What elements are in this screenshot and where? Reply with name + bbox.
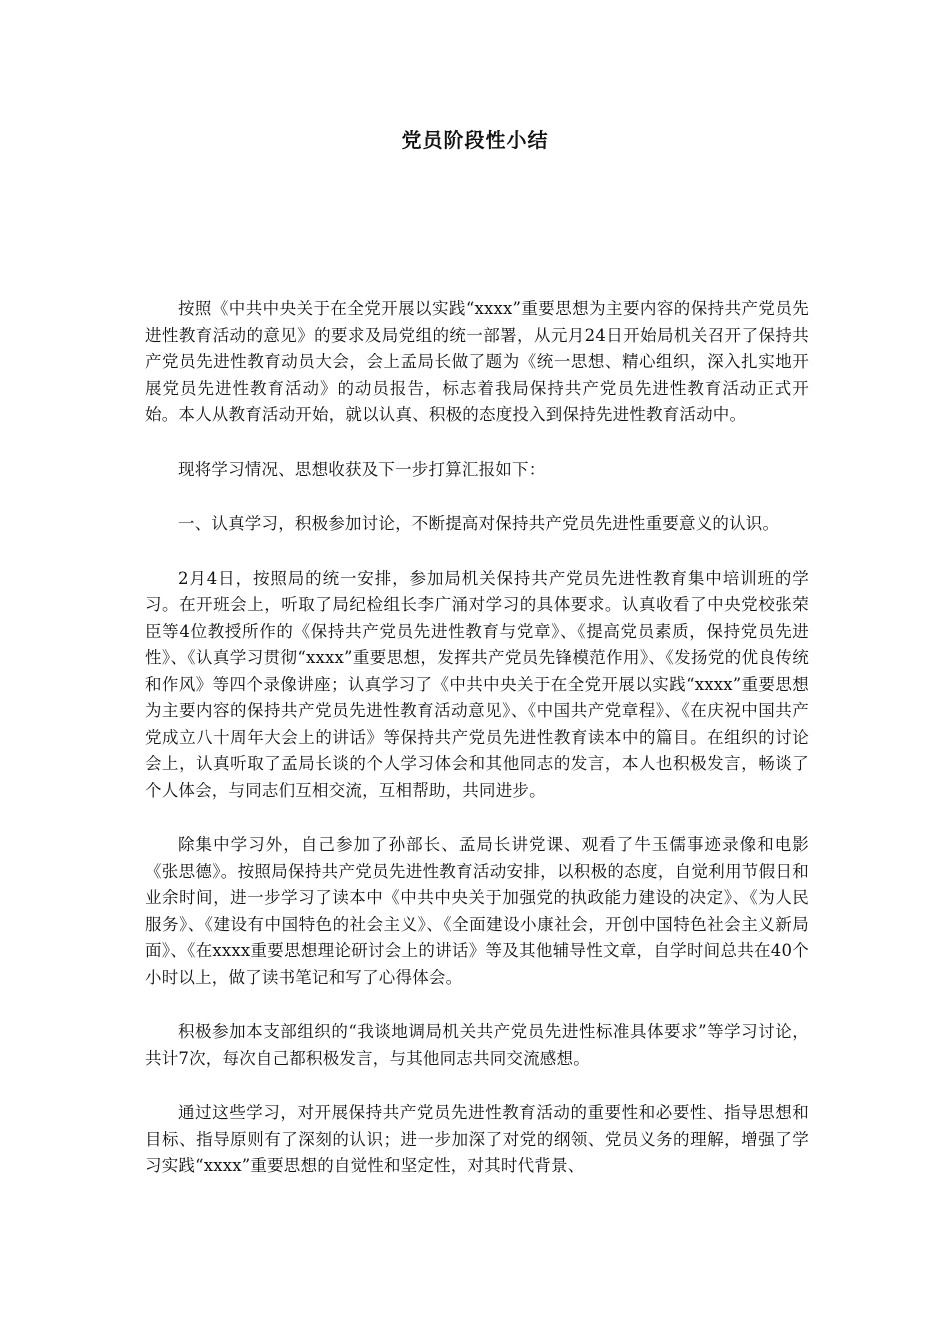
paragraph-7: 通过这些学习，对开展保持共产党员先进性教育活动的重要性和必要性、指导思想和目标、指导原则有了深刻的认识；进一步加深了对党的纲领、党员义务的理解，增强了学习实践“xxxx”重要思想的自觉性和坚定性，对其时代背景、 xyxy=(145,1103,809,1175)
paragraph-3: 一、认真学习，积极参加讨论，不断提高对保持共产党员先进性重要意义的认识。 xyxy=(178,514,780,533)
paragraph-1: 按照《中共中央关于在全党开展以实践“xxxx”重要思想为主要内容的保持共产党员先进性教育活动的意见》的要求及局党组的统一部署，从元月24日开始局机关召开了保持共产党员先进性教育动员大会，会上孟局长做了题为《统一思想、精心组织，深入扎实地开展党员先进性教育活动》的动员报告，标志着我局保持共产党员先进性教育活动正式开始。本人从教育活动开始，就以认真、积极的态度投入到保持先进性教育活动中。 xyxy=(145,299,809,424)
paragraph-5: 除集中学习外，自己参加了孙部长、孟局长讲党课、观看了牛玉儒事迹录像和电影《张思德》。按照局保持共产党员先进性教育活动安排，以积极的态度，自觉利用节假日和业余时间，进一步学习了读本中《中共中央关于加强党的执政能力建设的决定》、《为人民服务》、《建设有中国特色的社会主义》、《全面建设小康社会，开创中国特色社会主义新局面》、《在xxxx重要思想理论研讨会上的讲话》等及其他辅导性文章，自学时间总共在40个小时以上，做了读书笔记和写了心得体会。 xyxy=(145,835,809,987)
paragraph-2: 现将学习情况、思想收获及下一步打算汇报如下： xyxy=(178,459,546,479)
paragraph-4: 2月4日，按照局的统一安排，参加局机关保持共产党员先进性教育集中培训班的学习。在开班会上，听取了局纪检组长李广涌对学习的具体要求。认真收看了中央党校张荣臣等4位教授所作的《保持共产党员先进性教育与党章》、《提高党员素质，保持党员先进性》、《认真学习贯彻“xxxx”重要思想，发挥共产党员先锋模范作用》、《发扬党的优良传统和作风》等四个录像讲座；认真学习了《中共中央关于在全党开展以实践“xxxx”重要思想为主要内容的保持共产党员先进性教育活动意见》、《中国共产党章程》、《在庆祝中国共产党成立八十周年大会上的讲话》等保持共产党员先进性教育读本中的篇目。在组织的讨论会上，认真听取了孟局长谈的个人学习体会和其他同志的发言，本人也积极发言，畅谈了个人体会，与同志们互相交流，互相帮助，共同进步。 xyxy=(145,568,809,800)
document-body xyxy=(145,296,809,1208)
paragraph-6: 积极参加本支部组织的“我谈地调局机关共产党员先进性标准具体要求”等学习讨论，共计7次，每次自己都积极发言，与其他同志共同交流感想。 xyxy=(145,1022,809,1068)
document-title: 党员阶段性小结 xyxy=(401,128,549,152)
